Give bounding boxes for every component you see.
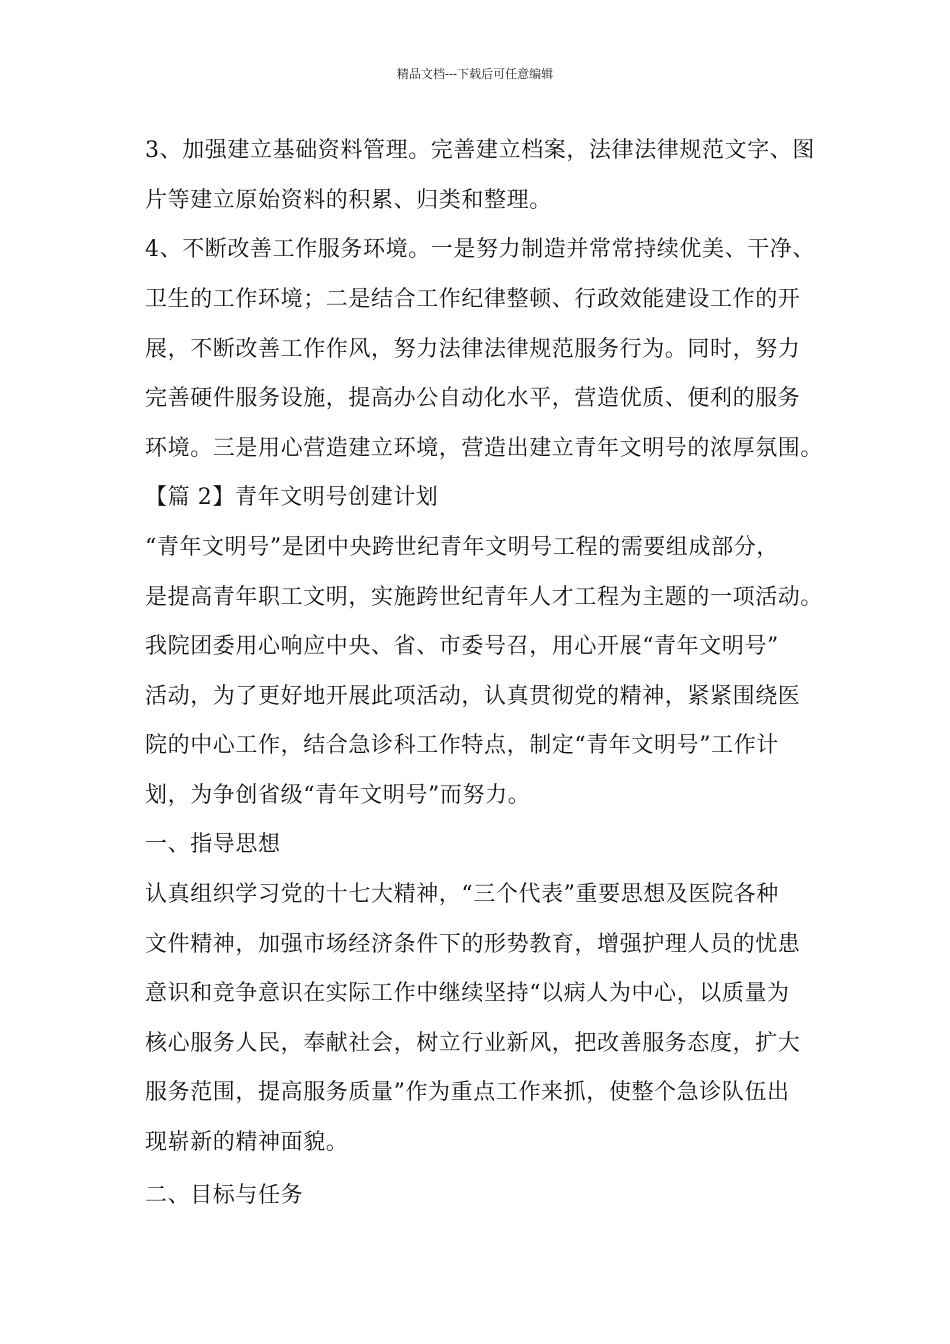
page-header: 精品文档---下载后可任意编辑 [396, 67, 554, 81]
paragraph-line: 划，为争创省级“青年文明号”而努力。 [145, 783, 531, 808]
paragraph-line: 意识和竞争意识在实际工作中继续坚持“以病人为中心，以质量为 [145, 981, 790, 1006]
paragraph-line: 完善硬件服务设施，提高办公自动化水平，营造优质、便利的服务 [145, 386, 801, 411]
paragraph-line: 片等建立原始资料的积累、归类和整理。 [145, 188, 552, 213]
paragraph-line: 4、不断改善工作服务环境。一是努力制造并常常持续优美、干净、 [145, 237, 815, 262]
paragraph-line: 3、加强建立基础资料管理。完善建立档案，法律法律规范文字、图 [145, 138, 815, 163]
paragraph-line: 环境。三是用心营造建立环境，营造出建立青年文明号的浓厚氛围。 [145, 436, 824, 461]
paragraph-line: 我院团委用心响应中央、省、市委号召，用心开展“青年文明号” [145, 634, 779, 659]
section-heading: 二、目标与任务 [145, 1183, 304, 1208]
paragraph-line: 活动，为了更好地开展此项活动，认真贯彻党的精神，紧紧围绕医 [145, 684, 801, 709]
paragraph-line: 现崭新的精神面貌。 [145, 1130, 349, 1155]
section-heading: 一、指导思想 [145, 832, 281, 857]
paragraph-line: 服务范围，提高服务质量”作为重点工作来抓，使整个急诊队伍出 [145, 1080, 790, 1105]
paragraph-line: 展，不断改善工作作风，努力法律法律规范服务行为。同时，努力 [145, 337, 801, 362]
paragraph-line: 卫生的工作环境；二是结合工作纪律整顿、行政效能建设工作的开 [145, 287, 801, 312]
section-heading: 【篇 2】青年文明号创建计划 [145, 485, 439, 510]
paragraph-line: 核心服务人民，奉献社会，树立行业新风，把改善服务态度，扩大 [145, 1031, 801, 1056]
paragraph-line: 院的中心工作，结合急诊科工作特点，制定“青年文明号”工作计 [145, 733, 779, 758]
paragraph-line: “青年文明号”是团中央跨世纪青年文明号工程的需要组成部分， [145, 535, 779, 560]
paragraph-line: 文件精神，加强市场经济条件下的形势教育，增强护理人员的忧患 [145, 932, 801, 957]
paragraph-line: 是提高青年职工文明，实施跨世纪青年人才工程为主题的一项活动。 [145, 585, 824, 610]
paragraph-line: 认真组织学习党的十七大精神，“三个代表”重要思想及医院各种 [145, 882, 779, 907]
